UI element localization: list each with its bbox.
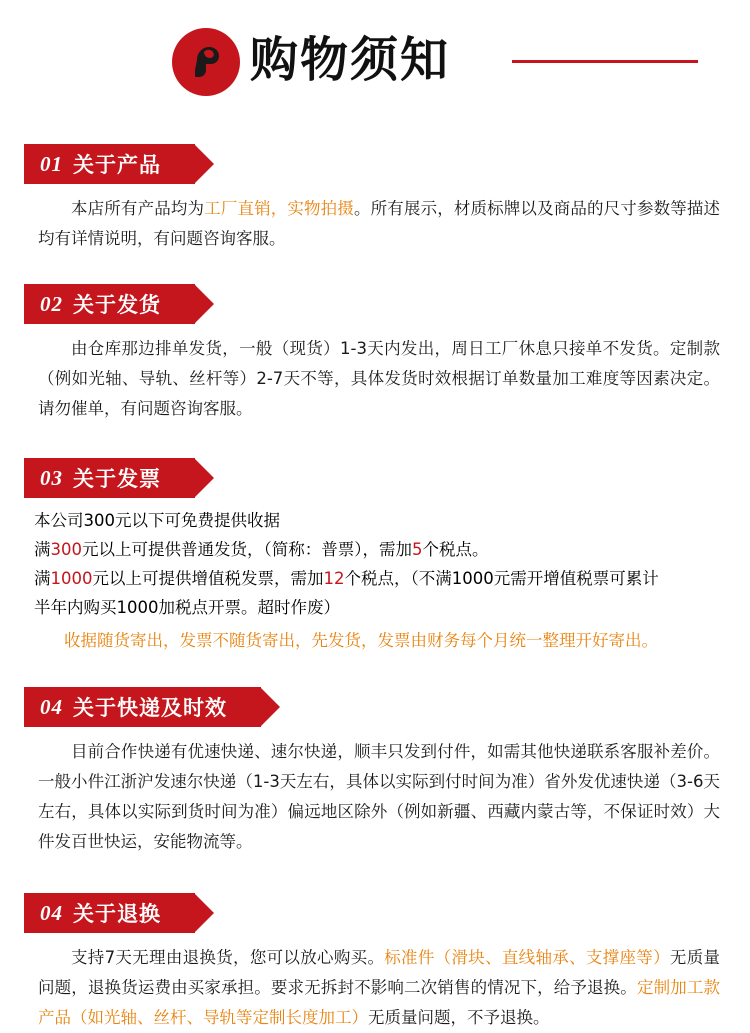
invoice-note: 收据随货寄出，发票不随货寄出，先发货，发票由财务每个月统一整理开好寄出。 [64, 631, 658, 650]
title-underline [512, 60, 698, 63]
section-title: 关于产品 [73, 153, 161, 177]
section-number: 01 [40, 151, 63, 176]
section-title: 关于快递及时效 [73, 696, 227, 720]
text-run: 元以上可提供增值税发票，需加 [92, 569, 324, 588]
text-run-highlight: 12 [323, 569, 345, 588]
text-run: 支持7天无理由退换货，您可以放心购买。 [71, 948, 385, 967]
invoice-details [0, 498, 750, 655]
text-run: 本店所有产品均为 [71, 199, 205, 218]
text-run: 无质量问题，退换货运费由买家承担。要求无拆封不影响二次销售的情况下，给予退换。 [38, 948, 721, 997]
section-about-invoice [0, 458, 750, 655]
section-title: 关于退换 [73, 902, 161, 926]
text-run: 个税点。 [422, 540, 489, 559]
section-about-product [0, 144, 750, 254]
section-01-paragraph [0, 184, 750, 254]
text-run: 本公司300元以下可免费提供收据 [34, 511, 280, 530]
text-run: 满 [34, 540, 51, 559]
page-header [0, 0, 750, 110]
section-about-shipping [0, 284, 750, 424]
invoice-line [34, 564, 726, 593]
section-02-paragraph [0, 324, 750, 424]
invoice-line [34, 506, 726, 535]
text-run: 由仓库那边排单发货，一般（现货）1-3天内发出，周日工厂休息只接单不发货。定制款（例如光轴、导轨、丝杆等）2-7天不等，具体发货时效根据订单数量加工难度等因素决定。请勿催单，有问题咨询客服。 [38, 339, 720, 418]
text-run: 个税点，（不满1000元需开增值税票可累计 [344, 569, 659, 588]
section-about-returns [0, 893, 750, 1033]
text-run: 元以上可提供普通发货，（简称：普票），需加 [82, 540, 412, 559]
text-run: 。所有展示，材质标牌以及商品的尺寸参数等描述均有详情说明，有问题咨询客服。 [38, 199, 721, 248]
invoice-line [34, 593, 726, 622]
section-title: 关于发货 [73, 293, 161, 317]
section-heading-03 [24, 458, 195, 498]
invoice-line [34, 535, 726, 564]
section-title: 关于发票 [73, 467, 161, 491]
text-run-highlight: 1000 [50, 569, 93, 588]
section-heading-01 [24, 144, 195, 184]
text-run-highlight: 5 [412, 540, 423, 559]
text-run-highlight: 300 [50, 540, 82, 559]
section-heading-04-returns [24, 893, 195, 933]
section-05-paragraph [0, 933, 750, 1033]
section-04-paragraph [0, 727, 750, 857]
text-run: 无质量问题，不予退换。 [368, 1008, 550, 1027]
text-run-highlight: 工厂直销，实物拍摄 [204, 199, 354, 218]
text-run-highlight: 标准件（滑块、直线轴承、支撑座等） [384, 948, 670, 967]
section-heading-04-express [24, 687, 261, 727]
section-number: 03 [40, 465, 63, 490]
text-run: 满 [34, 569, 51, 588]
page-title: 购物须知 [250, 32, 451, 88]
section-heading-02 [24, 284, 195, 324]
thumbs-up-icon [172, 28, 240, 96]
section-about-express [0, 687, 750, 857]
section-number: 04 [40, 900, 63, 925]
section-number: 04 [40, 694, 63, 719]
text-run: 半年内购买1000加税点开票。超时作废） [34, 598, 340, 617]
text-run: 目前合作快递有优速快递、速尔快递，顺丰只发到付件，如需其他快递联系客服补差价。一般小件江浙沪发速尔快递（1-3天左右，具体以实际到付时间为准）省外发优速快递（3-6天左右，具体以实际到货时间为准）偏远地区除外（例如新疆、西藏内蒙古等，不保证时效）大件发百世快运，安能物流等。 [38, 742, 720, 851]
section-number: 02 [40, 291, 63, 316]
text-run-highlight: 定制加工款产品（如光轴、丝杆、导轨等定制长度加工） [38, 978, 721, 1027]
